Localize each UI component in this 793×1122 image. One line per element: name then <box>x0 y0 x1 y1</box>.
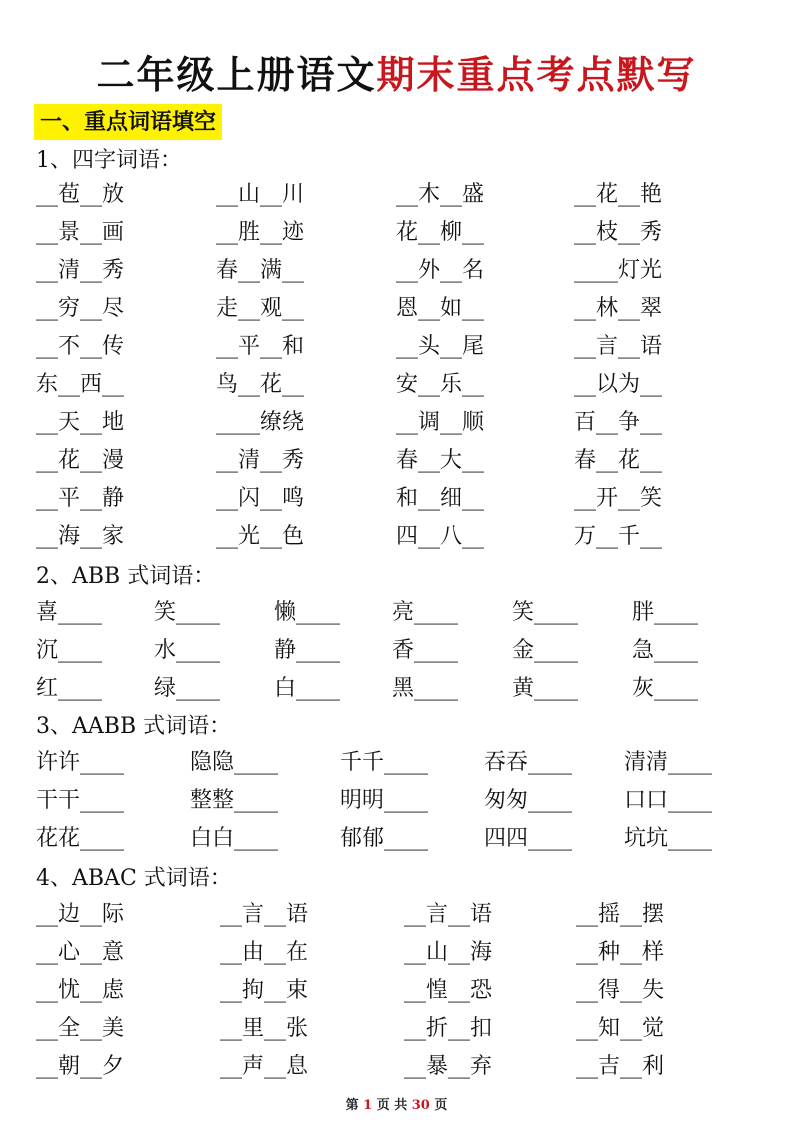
blank-item: __清__秀 <box>36 258 125 283</box>
blank-item: 笑____ <box>512 600 579 625</box>
blank-item: 笑____ <box>154 600 221 625</box>
blank-item: 整整____ <box>190 788 279 813</box>
section-heading: 一、重点词语填空 <box>34 104 222 140</box>
blank-item: __林__翠 <box>574 296 663 321</box>
blank-item: __天__地 <box>36 410 125 435</box>
footer-total-pages: 30 <box>411 1098 430 1113</box>
blank-item: 许许____ <box>36 750 125 775</box>
blank-item: __闪__鸣 <box>216 486 305 511</box>
blank-item: 安__乐__ <box>396 372 485 397</box>
blank-item: 急____ <box>632 638 699 663</box>
title-part-1: 二年级上册语文 <box>96 52 377 97</box>
blank-item: __平__和 <box>216 334 305 359</box>
blank-item: 千千____ <box>340 750 429 775</box>
blank-item: __声__息 <box>220 1054 309 1079</box>
blank-item: 隐隐____ <box>190 750 279 775</box>
blank-item: __胜__迹 <box>216 220 305 245</box>
footer-post: 页 <box>434 1098 448 1113</box>
blank-item: __平__静 <box>36 486 125 511</box>
blank-item: __得__失 <box>576 978 665 1003</box>
blank-item: __吉__利 <box>576 1054 665 1079</box>
blank-item: __不__传 <box>36 334 125 359</box>
blank-item: 白____ <box>274 676 341 701</box>
blank-item: 和__细__ <box>396 486 485 511</box>
blank-item: 口口____ <box>624 788 713 813</box>
blank-item: 四__八__ <box>396 524 485 549</box>
blank-item: ____灯光 <box>574 258 663 283</box>
blank-item: __种__样 <box>576 940 665 965</box>
blank-item: 懒____ <box>274 600 341 625</box>
subheading-abac: 4、ABAC 式词语： <box>36 866 232 891</box>
blank-item: 红____ <box>36 676 103 701</box>
blank-item: __折__扣 <box>404 1016 493 1041</box>
blank-item: 春__花__ <box>574 448 663 473</box>
blank-item: 万__千__ <box>574 524 663 549</box>
blank-item: 清清____ <box>624 750 713 775</box>
page-title <box>0 44 793 99</box>
blank-item: __里__张 <box>220 1016 309 1041</box>
blank-item: 百__争__ <box>574 410 663 435</box>
blank-item: 亮____ <box>392 600 459 625</box>
blank-item: __暴__弃 <box>404 1054 493 1079</box>
blank-item: __边__际 <box>36 902 125 927</box>
blank-item: 恩__如__ <box>396 296 485 321</box>
blank-item: 东__西__ <box>36 372 125 397</box>
blank-item: 花花____ <box>36 826 125 851</box>
blank-item: __言__语 <box>220 902 309 927</box>
blank-item: __拘__束 <box>220 978 309 1003</box>
blank-item: __山__海 <box>404 940 493 965</box>
subheading-aabb: 3、AABB 式词语： <box>36 714 232 739</box>
blank-item: 干干____ <box>36 788 125 813</box>
blank-item: __山__川 <box>216 182 305 207</box>
blank-item: 坑坑____ <box>624 826 713 851</box>
blank-item: 喜____ <box>36 600 103 625</box>
page-footer <box>0 1094 793 1113</box>
blank-item: 水____ <box>154 638 221 663</box>
blank-item: __以为__ <box>574 372 663 397</box>
blank-item: 黄____ <box>512 676 579 701</box>
blank-item: __开__笑 <box>574 486 663 511</box>
blank-item: __枝__秀 <box>574 220 663 245</box>
blank-item: __景__画 <box>36 220 125 245</box>
blank-item: 黑____ <box>392 676 459 701</box>
blank-item: __心__意 <box>36 940 125 965</box>
blank-item: __花__漫 <box>36 448 125 473</box>
title-part-2: 期末重点考点默写 <box>376 52 697 97</box>
blank-item: 郁郁____ <box>340 826 429 851</box>
blank-item: __全__美 <box>36 1016 125 1041</box>
blank-item: __朝__夕 <box>36 1054 125 1079</box>
blank-item: __苞__放 <box>36 182 125 207</box>
blank-item: __言__语 <box>404 902 493 927</box>
blank-item: __调__顺 <box>396 410 485 435</box>
blank-item: __清__秀 <box>216 448 305 473</box>
blank-item: 匆匆____ <box>484 788 573 813</box>
blank-item: 花__柳__ <box>396 220 485 245</box>
blank-item: 白白____ <box>190 826 279 851</box>
blank-item: 金____ <box>512 638 579 663</box>
subheading-abb: 2、ABB 式词语： <box>36 564 216 589</box>
blank-item: 四四____ <box>484 826 573 851</box>
blank-item: __摇__摆 <box>576 902 665 927</box>
blank-item: __海__家 <box>36 524 125 549</box>
blank-item: __由__在 <box>220 940 309 965</box>
blank-item: __知__觉 <box>576 1016 665 1041</box>
blank-item: 香____ <box>392 638 459 663</box>
blank-item: 走__观__ <box>216 296 305 321</box>
footer-pre: 第 <box>345 1098 359 1113</box>
blank-item: 明明____ <box>340 788 429 813</box>
blank-item: 灰____ <box>632 676 699 701</box>
blank-item: __外__名 <box>396 258 485 283</box>
blank-item: 吞吞____ <box>484 750 573 775</box>
blank-item: __光__色 <box>216 524 305 549</box>
subheading-four-char: 1、四字词语： <box>36 148 182 173</box>
blank-item: __穷__尽 <box>36 296 125 321</box>
blank-item: __言__语 <box>574 334 663 359</box>
blank-item: __惶__恐 <box>404 978 493 1003</box>
blank-item: __花__艳 <box>574 182 663 207</box>
blank-item: 静____ <box>274 638 341 663</box>
footer-mid: 页 共 <box>376 1098 408 1113</box>
footer-page-number: 1 <box>363 1098 373 1113</box>
blank-item: ____缭绕 <box>216 410 305 435</box>
blank-item: 春__大__ <box>396 448 485 473</box>
blank-item: 春__满__ <box>216 258 305 283</box>
blank-item: __木__盛 <box>396 182 485 207</box>
blank-item: 胖____ <box>632 600 699 625</box>
blank-item: 鸟__花__ <box>216 372 305 397</box>
blank-item: __忧__虑 <box>36 978 125 1003</box>
blank-item: __头__尾 <box>396 334 485 359</box>
blank-item: 绿____ <box>154 676 221 701</box>
blank-item: 沉____ <box>36 638 103 663</box>
